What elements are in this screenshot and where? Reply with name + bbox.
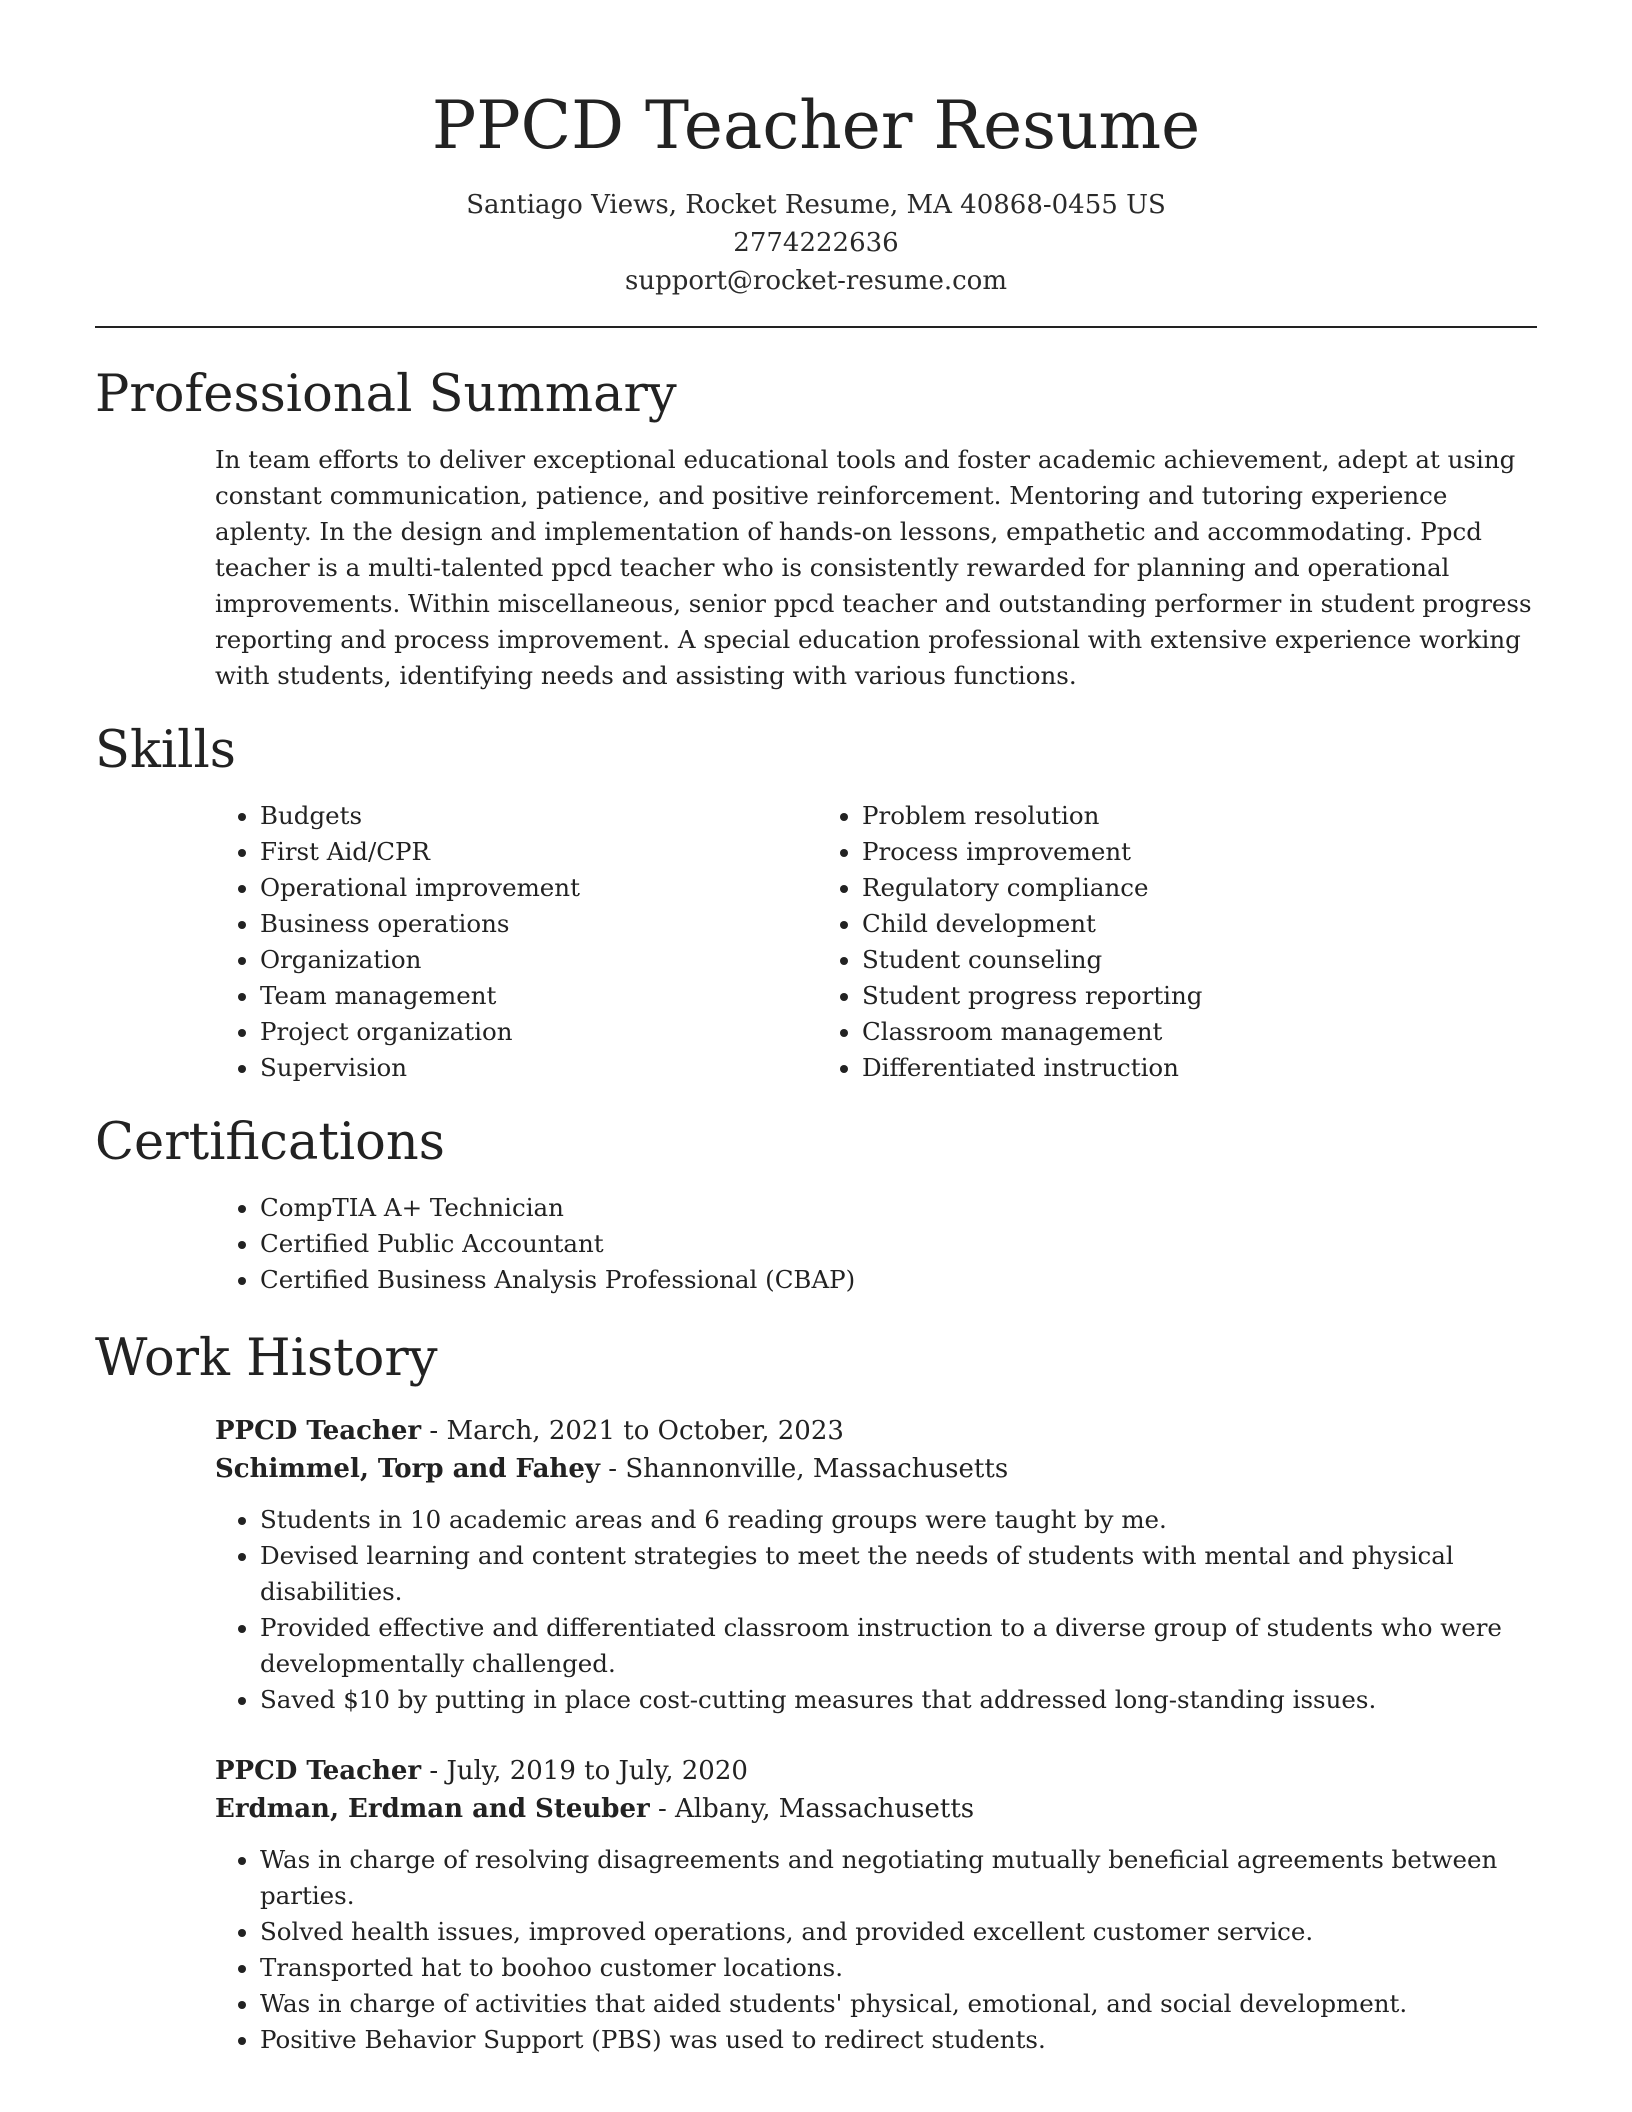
job-bullet: • Was in charge of activities that aided students' physical, emotional, and social development. bbox=[260, 1986, 1537, 2022]
skills-heading: Skills bbox=[95, 721, 236, 780]
job-title-line: PPCD Teacher - July, 2019 to July, 2020 bbox=[215, 1756, 748, 1786]
summary-heading: Professional Summary bbox=[95, 365, 677, 424]
skill-item: • Student counseling bbox=[862, 942, 1202, 978]
skills-list bbox=[215, 798, 1537, 1086]
skill-item: • Problem resolution bbox=[862, 798, 1202, 834]
skill-item: • Project organization bbox=[260, 1014, 817, 1050]
job-company: Schimmel, Torp and Fahey bbox=[215, 1454, 600, 1484]
job-title-line: PPCD Teacher - March, 2021 to October, 2023 bbox=[215, 1416, 844, 1446]
job-company: Erdman, Erdman and Steuber bbox=[215, 1794, 650, 1824]
job-bullet: • Devised learning and content strategies to meet the needs of students with mental and physical disabilities. bbox=[260, 1538, 1537, 1610]
resume-header bbox=[95, 0, 1537, 300]
resume-title: PPCD Teacher Resume bbox=[431, 87, 1201, 164]
job-bullet: • Positive Behavior Support (PBS) was used to redirect students. bbox=[260, 2022, 1537, 2058]
skill-item: • Process improvement bbox=[862, 834, 1202, 870]
job-dates: July, 2019 to July, 2020 bbox=[446, 1756, 748, 1786]
job-dates: March, 2021 to October, 2023 bbox=[446, 1416, 844, 1446]
certification-item: • CompTIA A+ Technician bbox=[260, 1190, 1537, 1226]
summary-text: In team efforts to deliver exceptional educational tools and foster academic achievement, adept at using constant communication, patience, and positive reinforcement. Mentoring and tutoring experience aplenty. In the design and implementation of hands-on lessons, empathetic and accommodating. Ppcd teacher is a multi-talented ppcd teacher who is consistently rewarded for planning and operational improvements. Within miscellaneous, senior ppcd teacher and outstanding performer in student progress reporting and process improvement. A special education professional with extensive experience working with students, identifying needs and assisting with various functions. bbox=[215, 445, 1532, 690]
job-bullet: • Transported hat to boohoo customer locations. bbox=[260, 1950, 1537, 1986]
job-bullet: • Saved $10 by putting in place cost-cutting measures that addressed long-standing issues. bbox=[260, 1682, 1537, 1718]
job-company-line: Schimmel, Torp and Fahey - Shannonville, Massachusetts bbox=[215, 1454, 1009, 1484]
address-text: Santiago Views, Rocket Resume, MA 40868-0455 US bbox=[466, 190, 1166, 220]
skill-item: • Differentiated instruction bbox=[862, 1050, 1202, 1086]
job-bullet: • Was in charge of resolving disagreements and negotiating mutually beneficial agreements between parties. bbox=[260, 1842, 1537, 1914]
skill-item: • Regulatory compliance bbox=[862, 870, 1202, 906]
skill-item: • Supervision bbox=[260, 1050, 817, 1086]
email-text: support@rocket-resume.com bbox=[624, 266, 1007, 296]
skill-item: • First Aid/CPR bbox=[260, 834, 817, 870]
skills-column-left bbox=[215, 798, 817, 1086]
skill-item: • Organization bbox=[260, 942, 817, 978]
job-role: PPCD Teacher bbox=[215, 1756, 422, 1786]
certifications-heading: Certifications bbox=[95, 1113, 445, 1172]
job-location: Albany, Massachusetts bbox=[675, 1794, 975, 1824]
skill-item: • Student progress reporting bbox=[862, 978, 1202, 1014]
job-bullet: • Solved health issues, improved operations, and provided excellent customer service. bbox=[260, 1914, 1537, 1950]
skill-item: • Classroom management bbox=[862, 1014, 1202, 1050]
certifications-list bbox=[215, 1190, 1537, 1298]
skill-item: • Business operations bbox=[260, 906, 817, 942]
job-bullet: • Provided effective and differentiated classroom instruction to a diverse group of students who were developmentally challenged. bbox=[260, 1610, 1537, 1682]
certification-item: • Certified Business Analysis Professional (CBAP) bbox=[260, 1262, 1537, 1298]
contact-block bbox=[95, 186, 1537, 300]
job-entry bbox=[215, 1752, 1537, 2058]
job-bullet: • Students in 10 academic areas and 6 reading groups were taught by me. bbox=[260, 1502, 1537, 1538]
skill-item: • Team management bbox=[260, 978, 817, 1014]
certification-item: • Certified Public Accountant bbox=[260, 1226, 1537, 1262]
work-history-heading: Work History bbox=[95, 1329, 438, 1388]
job-company-line: Erdman, Erdman and Steuber - Albany, Massachusetts bbox=[215, 1794, 975, 1824]
skill-item: • Operational improvement bbox=[260, 870, 817, 906]
job-bullets bbox=[215, 1842, 1537, 2058]
job-entry bbox=[215, 1412, 1537, 1718]
work-history-list bbox=[215, 1412, 1537, 2058]
job-role: PPCD Teacher bbox=[215, 1416, 422, 1446]
header-divider bbox=[95, 326, 1537, 328]
skill-item: • Budgets bbox=[260, 798, 817, 834]
skill-item: • Child development bbox=[862, 906, 1202, 942]
skills-column-right bbox=[817, 798, 1202, 1086]
phone-text: 2774222636 bbox=[733, 228, 899, 258]
job-bullets bbox=[215, 1502, 1537, 1718]
job-location: Shannonville, Massachusetts bbox=[625, 1454, 1009, 1484]
